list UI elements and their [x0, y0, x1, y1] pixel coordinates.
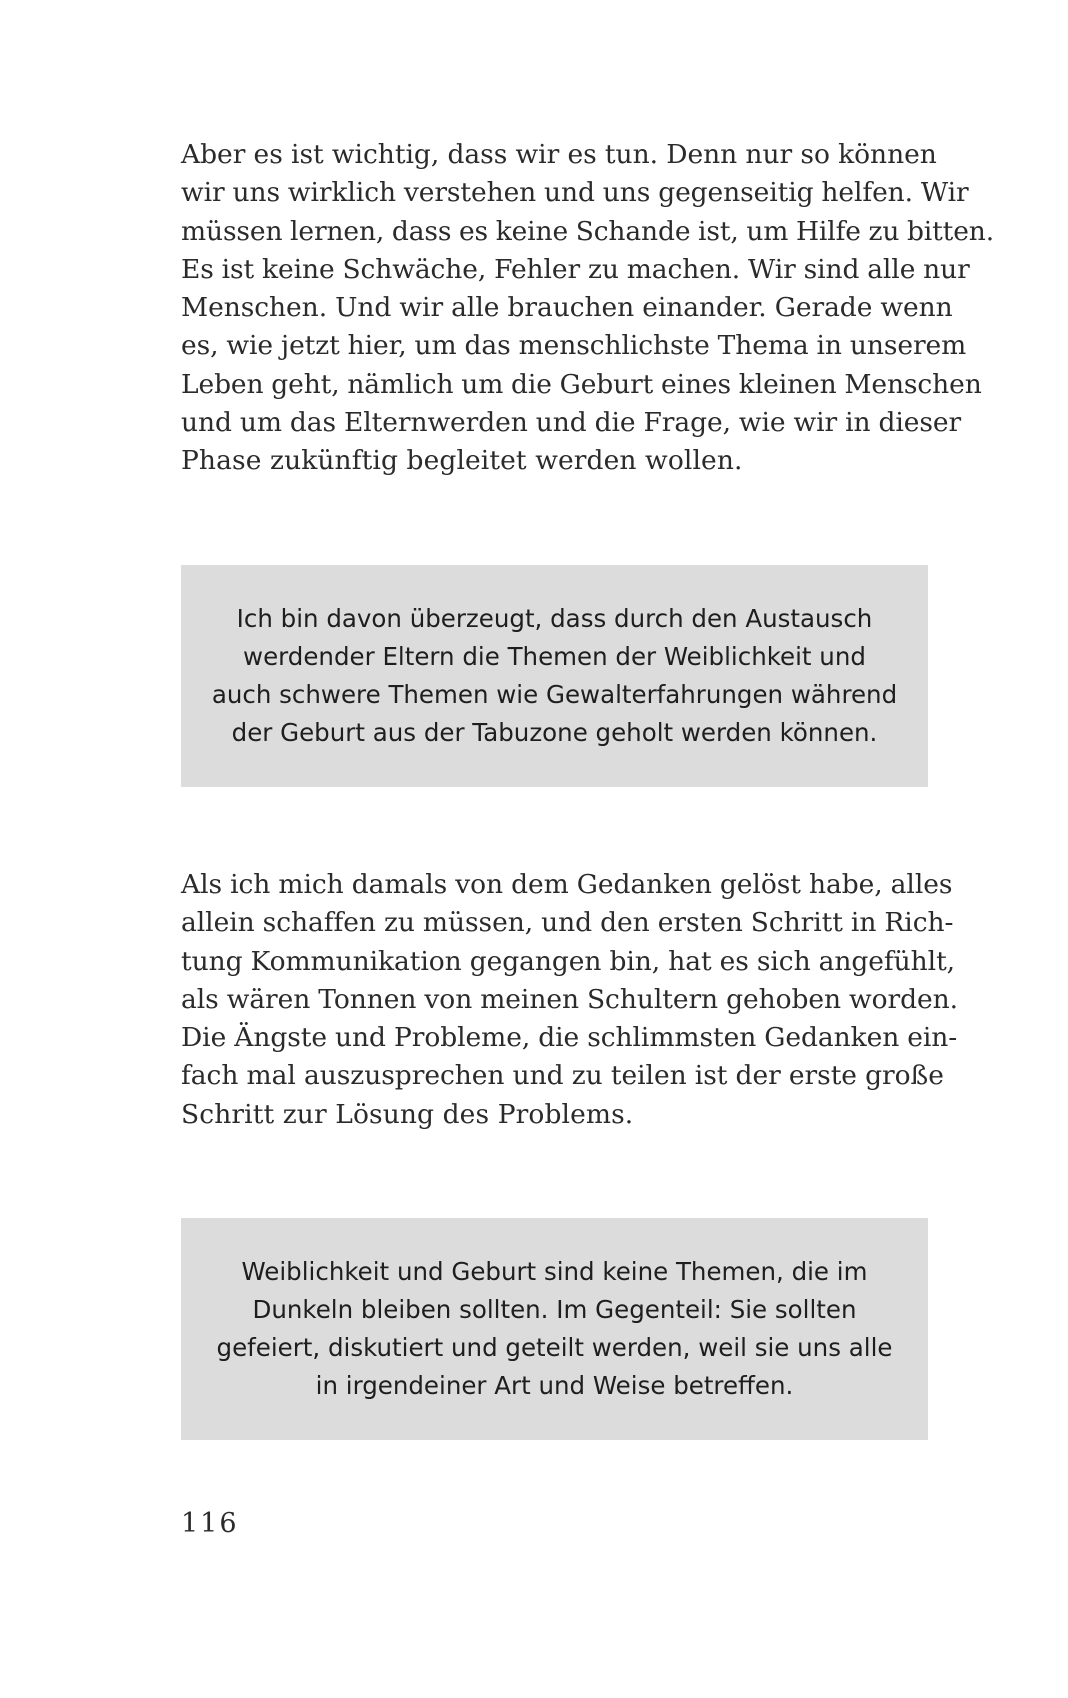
text-line: allein schaffen zu müssen, und den ersten Schritt in Rich-: [181, 907, 954, 939]
text-line: fach mal auszusprechen und zu teilen ist der erste große: [181, 1060, 944, 1092]
text-line: tung Kommunikation gegangen bin, hat es sich angefühlt,: [181, 945, 956, 977]
callout-line: Weiblichkeit und Geburt sind keine Themen, die im: [241, 1257, 868, 1286]
text-line: Als ich mich damals von dem Gedanken gelöst habe, alles: [181, 869, 953, 900]
callout-line: Dunkeln bleiben sollten. Im Gegenteil: Sie sollten: [252, 1295, 857, 1324]
text-line: als wären Tonnen von meinen Schultern gehoben worden.: [181, 983, 959, 1015]
text-line: es, wie jetzt hier, um das menschlichste Thema in unserem: [181, 330, 967, 362]
callout-line: in irgendeiner Art und Weise betreffen.: [315, 1371, 794, 1400]
callout-line: gefeiert, diskutiert und geteilt werden, weil sie uns alle: [216, 1333, 893, 1362]
callout-line: werdender Eltern die Themen der Weiblichkeit und: [243, 642, 866, 671]
text-line: Phase zukünftig begleitet werden wollen.: [181, 445, 743, 477]
body-paragraph-2: [181, 866, 959, 1134]
body-paragraph-1: [181, 136, 994, 481]
text-line: Es ist keine Schwäche, Fehler zu machen. Wir sind alle nur: [181, 253, 970, 285]
callout-box-2: [181, 1218, 928, 1440]
page-number: 116: [181, 1508, 239, 1539]
text-line: Die Ängste und Probleme, die schlimmsten Gedanken ein-: [181, 1022, 958, 1054]
text-line: wir uns wirklich verstehen und uns gegenseitig helfen. Wir: [181, 177, 969, 209]
callout-text-2: [217, 1253, 893, 1405]
text-line: Aber es ist wichtig, dass wir es tun. Denn nur so können: [181, 139, 937, 170]
callout-line: der Geburt aus der Tabuzone geholt werden können.: [231, 718, 878, 747]
text-line: müssen lernen, dass es keine Schande ist, um Hilfe zu bitten.: [181, 215, 994, 247]
callout-line: auch schwere Themen wie Gewalterfahrungen während: [211, 680, 898, 709]
callout-box-1: [181, 565, 928, 787]
text-line: Menschen. Und wir alle brauchen einander. Gerade wenn: [181, 292, 953, 324]
callout-text-1: [212, 600, 897, 752]
text-line: und um das Elternwerden und die Frage, wie wir in dieser: [181, 407, 962, 439]
callout-line: Ich bin davon überzeugt, dass durch den Austausch: [236, 604, 873, 633]
text-line: Schritt zur Lösung des Problems.: [181, 1098, 634, 1130]
text-line: Leben geht, nämlich um die Geburt eines kleinen Menschen: [181, 368, 982, 400]
